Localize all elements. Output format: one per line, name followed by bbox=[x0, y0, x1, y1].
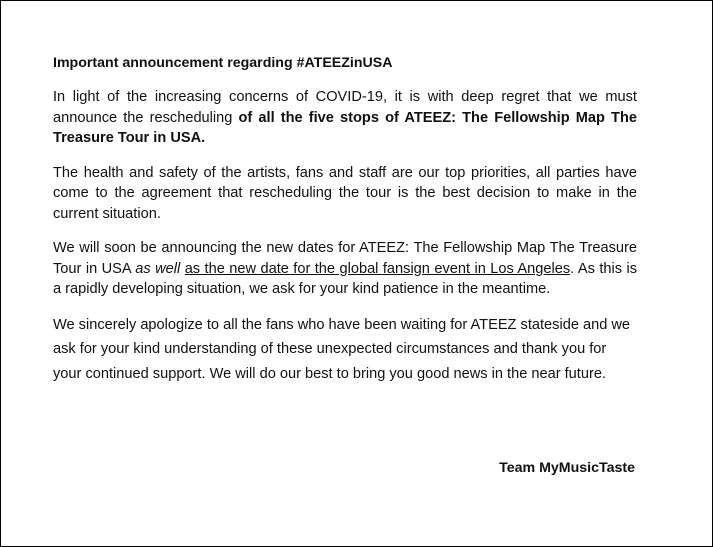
paragraph-3-start: We will soon be announcing the new dates for ATEEZ: The Fellowship Map The Treasure Tour in USA bbox=[53, 240, 637, 277]
paragraph-health-safety: The health and safety of the artists, fans and staff are our top priorities, all parties have come to the agreement that rescheduling the tour is the best decision to make in the current situation. bbox=[53, 164, 637, 222]
document-body bbox=[53, 53, 637, 400]
announcement-heading: Important announcement regarding #ATEEZinUSA bbox=[53, 55, 393, 71]
paragraph-1-text: In light of the increasing concerns of COVID-19, it is with deep regret that we must announce the rescheduling bbox=[53, 89, 637, 126]
paragraph-new-dates bbox=[53, 238, 637, 300]
paragraph-3-italic: as well bbox=[135, 260, 181, 277]
paragraph-3-end: . As this is a rapidly developing situation, we ask for your kind patience in the meantime. bbox=[53, 260, 637, 297]
paragraph-3-underlined: as the new date for the global fansign event in Los Angeles bbox=[184, 260, 571, 277]
signature: Team MyMusicTaste bbox=[499, 460, 635, 476]
paragraph-covid-notice bbox=[53, 87, 637, 149]
paragraph-apology: We sincerely apologize to all the fans who have been waiting for ATEEZ stateside and we ask for your kind understanding of these unexpected circumstances and thank you for your continued support. We will do our best to bring you good news in the near future. bbox=[53, 316, 631, 382]
paragraph-1-bold: of all the five stops of ATEEZ: The Fellowship Map The Treasure Tour in USA. bbox=[53, 109, 637, 146]
